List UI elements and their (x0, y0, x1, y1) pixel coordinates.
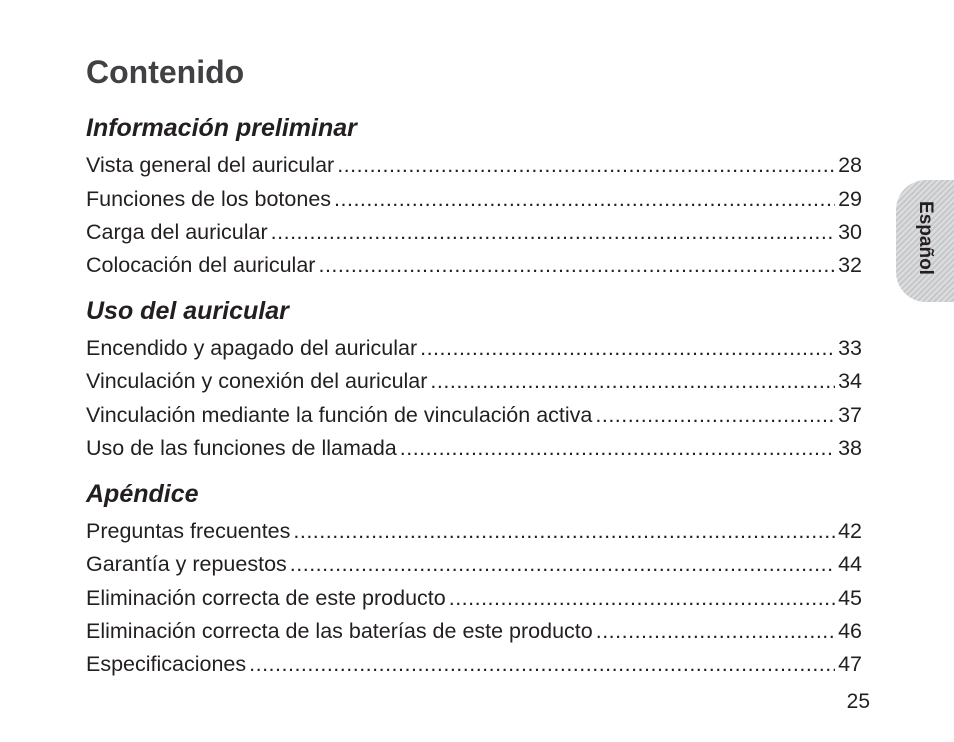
dot-leader (337, 150, 835, 180)
toc-entry-page: 44 (838, 552, 862, 576)
toc-entry-page: 45 (838, 586, 862, 610)
language-tab-label: Español (915, 201, 936, 275)
page-title: Contenido (86, 54, 245, 90)
toc-entry-label: Garantía y repuestos (86, 552, 287, 576)
toc-entry-page: 38 (838, 436, 862, 460)
toc-entry-page: 34 (838, 369, 862, 393)
section-heading-apendice: Apéndice (86, 480, 199, 508)
toc-entry-label: Vinculación mediante la función de vinculación activa (86, 403, 593, 427)
toc-entry-label: Preguntas frecuentes (86, 519, 291, 543)
toc-entry-page: 47 (838, 652, 862, 676)
dot-leader (596, 616, 835, 646)
toc-entry-page: 42 (838, 519, 862, 543)
toc-entry-page: 28 (838, 153, 862, 177)
dot-leader (449, 583, 835, 613)
toc-entry-page: 33 (838, 336, 862, 360)
dot-leader (293, 516, 835, 546)
dot-leader (271, 217, 835, 247)
toc-entry[interactable] (86, 649, 862, 679)
dot-leader (290, 549, 835, 579)
section-heading-informacion-preliminar: Información preliminar (86, 114, 357, 142)
toc-entry-label: Eliminación correcta de este producto (86, 586, 446, 610)
toc-entry-label: Colocación del auricular (86, 253, 316, 277)
toc-entry-page: 46 (838, 619, 862, 643)
toc-entry-label: Funciones de los botones (86, 187, 332, 211)
toc-entry[interactable] (86, 184, 862, 214)
toc-entry-label: Vinculación y conexión del auricular (86, 369, 428, 393)
toc-entry[interactable] (86, 400, 862, 430)
toc-entry-page: 30 (838, 220, 862, 244)
toc-entry-label: Especificaciones (86, 652, 247, 676)
toc-entry-page: 32 (838, 253, 862, 277)
toc-entry-label: Uso de las funciones de llamada (86, 436, 397, 460)
toc-entry-page: 29 (838, 187, 862, 211)
language-tab (896, 180, 954, 302)
toc-entry[interactable] (86, 150, 862, 180)
toc-entry-label: Vista general del auricular (86, 153, 335, 177)
dot-leader (420, 333, 835, 363)
section-heading-uso-del-auricular: Uso del auricular (86, 297, 289, 325)
toc-entry[interactable] (86, 549, 862, 579)
dot-leader (318, 250, 835, 280)
dot-leader (249, 649, 835, 679)
toc-entry[interactable] (86, 250, 862, 280)
toc-entry[interactable] (86, 583, 862, 613)
toc-entry-label: Carga del auricular (86, 220, 268, 244)
dot-leader (400, 433, 835, 463)
toc-entry[interactable] (86, 333, 862, 363)
toc-entry[interactable] (86, 366, 862, 396)
toc-entry[interactable] (86, 516, 862, 546)
dot-leader (595, 400, 835, 430)
toc-entry[interactable] (86, 433, 862, 463)
toc-entry-label: Eliminación correcta de las baterías de este producto (86, 619, 593, 643)
toc-entry[interactable] (86, 616, 862, 646)
toc-entry[interactable] (86, 217, 862, 247)
toc-entry-label: Encendido y apagado del auricular (86, 336, 418, 360)
dot-leader (430, 366, 835, 396)
page-number: 25 (846, 690, 870, 713)
toc-entry-page: 37 (838, 403, 862, 427)
dot-leader (334, 184, 835, 214)
